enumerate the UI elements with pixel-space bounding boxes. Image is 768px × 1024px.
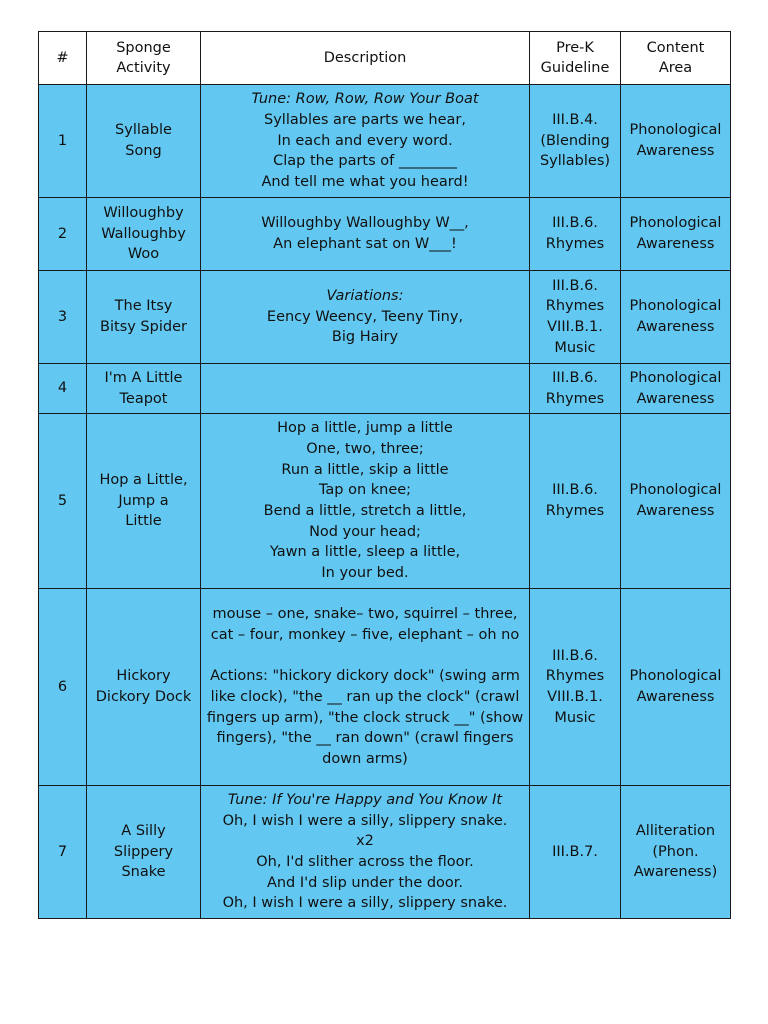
table-row <box>39 85 731 198</box>
content-area-cell: Phonological Awareness <box>621 85 731 198</box>
guideline-cell: III.B.7. <box>530 786 621 919</box>
guideline-cell: III.B.6. Rhymes VIII.B.1. Music <box>530 589 621 786</box>
table-row <box>39 414 731 589</box>
header-description: Description <box>201 32 530 85</box>
content-area-cell: Phonological Awareness <box>621 198 731 271</box>
guideline-cell: III.B.4. (Blending Syllables) <box>530 85 621 198</box>
guideline-cell: III.B.6. Rhymes VIII.B.1. Music <box>530 271 621 364</box>
guideline-cell: III.B.6. Rhymes <box>530 364 621 414</box>
activity-cell: Willoughby Walloughby Woo <box>87 198 201 271</box>
description-cell: mouse – one, snake– two, squirrel – three, cat – four, monkey – five, elephant – oh no Actions: "hickory dickory dock" (swing arm like clock), "the __ ran up the clock" (crawl fingers up arm), "the clock struck __" (show fingers), "the __ ran down" (crawl fingers down arms) <box>201 589 530 786</box>
content-area-cell: Phonological Awareness <box>621 589 731 786</box>
table-row <box>39 364 731 414</box>
description-cell: Hop a little, jump a little One, two, three; Run a little, skip a little Tap on knee; Bend a little, stretch a little, Nod your head; Yawn a little, sleep a little, In your bed. <box>201 414 530 589</box>
description-cell: Tune: Row, Row, Row Your Boat Syllables are parts we hear, In each and every word. Clap the parts of ________ And tell me what you heard! <box>201 85 530 198</box>
row-number: 7 <box>39 786 87 919</box>
guideline-cell: III.B.6. Rhymes <box>530 414 621 589</box>
table-row <box>39 271 731 364</box>
content-area-cell: Phonological Awareness <box>621 414 731 589</box>
header-guideline: Pre-K Guideline <box>530 32 621 85</box>
header-activity: Sponge Activity <box>87 32 201 85</box>
activity-cell: The Itsy Bitsy Spider <box>87 271 201 364</box>
row-number: 6 <box>39 589 87 786</box>
activity-cell: Hickory Dickory Dock <box>87 589 201 786</box>
sponge-activity-table <box>38 31 731 919</box>
table-row <box>39 589 731 786</box>
header-content-area: Content Area <box>621 32 731 85</box>
row-number: 4 <box>39 364 87 414</box>
description-cell: Tune: If You're Happy and You Know It Oh, I wish I were a silly, slippery snake. x2 Oh, I'd slither across the floor. And I'd slip under the door. Oh, I wish I were a silly, slippery snake. <box>201 786 530 919</box>
activity-cell: Hop a Little, Jump a Little <box>87 414 201 589</box>
header-row <box>39 32 731 85</box>
description-cell: Variations: Eency Weency, Teeny Tiny, Big Hairy <box>201 271 530 364</box>
content-area-cell: Alliteration (Phon. Awareness) <box>621 786 731 919</box>
content-area-cell: Phonological Awareness <box>621 271 731 364</box>
row-number: 3 <box>39 271 87 364</box>
row-number: 1 <box>39 85 87 198</box>
content-area-cell: Phonological Awareness <box>621 364 731 414</box>
header-number: # <box>39 32 87 85</box>
row-number: 5 <box>39 414 87 589</box>
guideline-cell: III.B.6. Rhymes <box>530 198 621 271</box>
row-number: 2 <box>39 198 87 271</box>
table-row <box>39 198 731 271</box>
description-cell <box>201 364 530 414</box>
activity-cell: A Silly Slippery Snake <box>87 786 201 919</box>
activity-cell: I'm A Little Teapot <box>87 364 201 414</box>
activity-cell: Syllable Song <box>87 85 201 198</box>
description-cell: Willoughby Walloughby W__, An elephant sat on W___! <box>201 198 530 271</box>
table-row <box>39 786 731 919</box>
